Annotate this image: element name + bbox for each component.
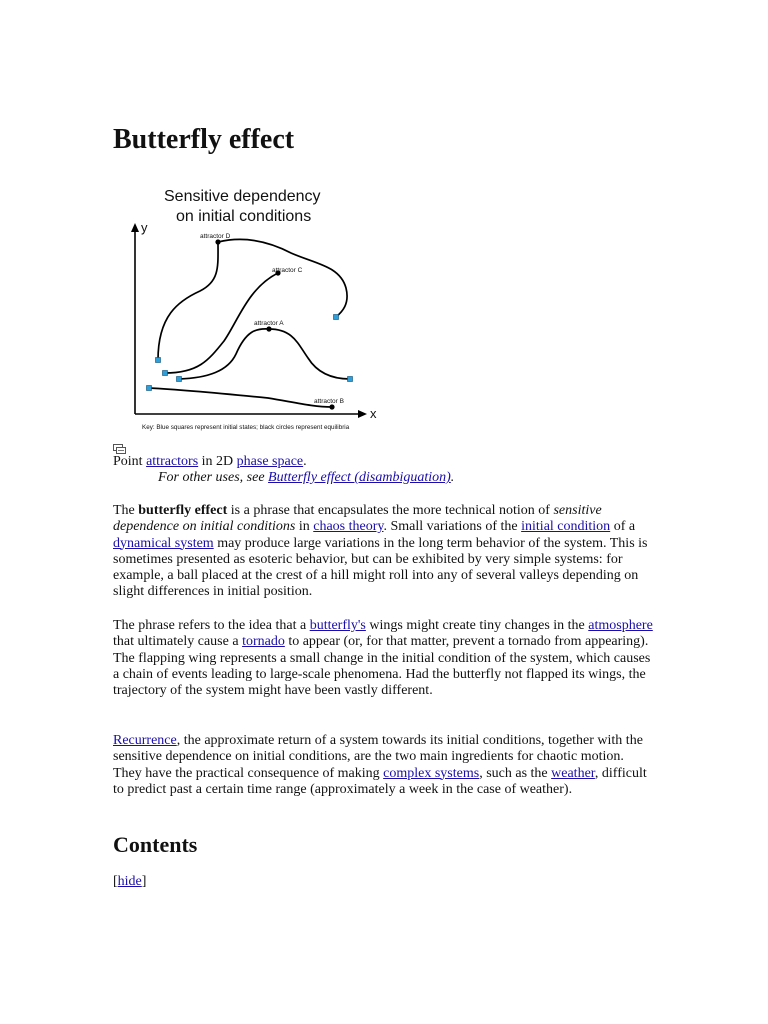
label-attractor-c: attractor C — [272, 267, 303, 274]
equilibrium-dot-a — [266, 326, 271, 331]
paragraph-phrase: The phrase refers to the idea that a butterfly's wings might create tiny changes in the atmosphere that ultimately cause a tornado to appear (or, for that matter, prevent a tornado from appearing). The flapping wing represents a small change in the initial condition of the system, which causes a chain of events leading to large-scale phenomena. Had the butterfly not flapped its wings, the trajectory of the system might have been vastly different. — [113, 618, 653, 699]
label-attractor-d: attractor D — [200, 233, 231, 240]
paragraph-intro: The butterfly effect is a phrase that encapsulates the more technical notion of sensitive dependence on initial conditions in chaos theory. Small variations of the initial condition of a dynamical system may produce large variations in the long term behavior of the system. This is sometimes presented as esoteric behavior, but can be exhibited by very simple systems: for example, a ball placed at the crest of a hill might roll into any of several valleys depending on slight differences in initial position. — [113, 503, 648, 600]
attractor-diagram — [128, 176, 384, 438]
initial-state-square — [334, 315, 339, 320]
phase-space-link[interactable]: phase space — [236, 454, 304, 469]
trajectory-a — [179, 329, 350, 379]
attractors-link[interactable]: attractors — [146, 454, 199, 469]
recurrence-link[interactable]: Recurrence — [113, 733, 177, 748]
initial-condition-link[interactable]: initial condition — [521, 519, 611, 535]
paragraph-recurrence: Recurrence, the approximate return of a system towards its initial conditions, together with the sensitive dependence on initial conditions, are the two main ingredients for chaotic motion. They have the practical consequence of making complex systems, such as the weather, difficult to predict past a certain time range (approximately a week in the case of weather). — [113, 733, 647, 797]
x-axis-label: x — [370, 406, 377, 421]
butterfly-link[interactable]: butterfly's — [309, 618, 366, 633]
initial-state-square — [163, 371, 168, 376]
attractor-figure — [128, 176, 384, 438]
term-butterfly-effect: butterfly effect — [138, 503, 228, 518]
trajectory-b — [149, 388, 332, 407]
initial-state-square — [177, 377, 182, 382]
trajectory-c-tail — [218, 239, 347, 317]
x-axis-arrow — [358, 410, 367, 418]
contents-heading: Contents — [113, 832, 198, 857]
page-title: Butterfly effect — [113, 124, 295, 155]
initial-state-square — [156, 358, 161, 363]
dynamical-system-link[interactable]: dynamical system — [113, 535, 214, 551]
atmosphere-link[interactable]: atmosphere — [588, 618, 653, 633]
term-sensitive-dependence: sensitive dependence on initial conditions — [113, 503, 602, 535]
chaos-theory-link[interactable]: chaos theory — [313, 519, 384, 535]
equilibrium-dot-b — [329, 404, 334, 409]
complex-systems-link[interactable]: complex systems — [383, 765, 480, 781]
enlarge-icon[interactable] — [113, 444, 126, 454]
weather-link[interactable]: weather — [551, 765, 595, 781]
figure-key: Key: Blue squares represent initial states; black circles represent equilibria — [142, 424, 350, 431]
y-axis-arrow — [131, 223, 139, 232]
y-axis-label: y — [141, 220, 148, 235]
figure-heading-line1: Sensitive dependency — [164, 188, 321, 205]
figure-caption: Point attractors in 2D phase space. — [113, 454, 307, 469]
contents-toggle: [hide] — [113, 874, 147, 889]
initial-state-square — [348, 377, 353, 382]
label-attractor-a: attractor A — [254, 320, 284, 327]
figure-heading-line2: on initial conditions — [176, 208, 312, 225]
label-attractor-b: attractor B — [314, 398, 344, 405]
disambiguation-note: For other uses, see Butterfly effect (disambiguation). — [158, 470, 455, 485]
disambiguation-link[interactable]: Butterfly effect (disambiguation) — [268, 470, 451, 485]
tornado-link[interactable]: tornado — [242, 634, 285, 650]
hide-contents-link[interactable]: hide — [117, 874, 142, 889]
initial-state-square — [147, 386, 152, 391]
equilibrium-dot-d — [215, 239, 220, 244]
trajectory-d — [158, 242, 218, 360]
